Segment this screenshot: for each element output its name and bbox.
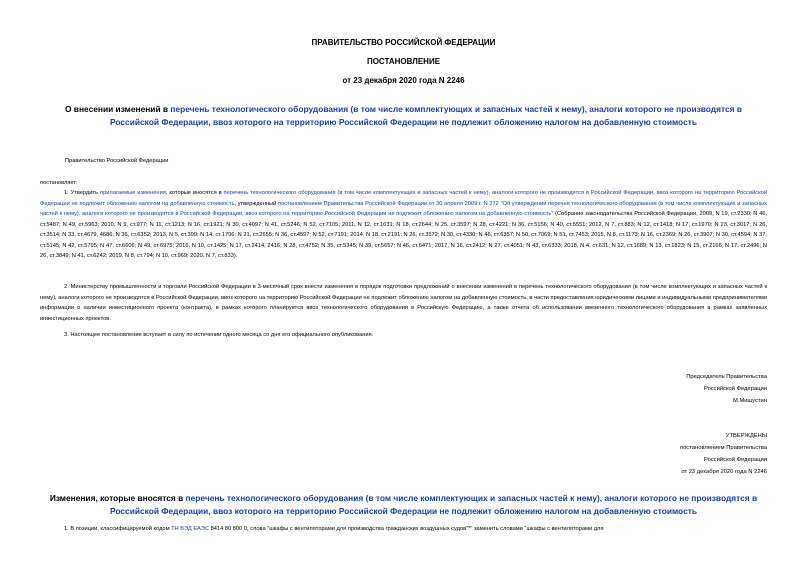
attached-changes-link[interactable]: прилагаемые изменения	[100, 190, 166, 196]
approval-by: постановлением Правительства	[679, 445, 767, 451]
document-title	[40, 103, 767, 129]
paragraph-1-mid1: , которые вносятся в	[165, 190, 224, 196]
paragraph-3: 3. Настоящее постановление вступает в силу по истечении одного месяца со дня его официального опубликования.	[64, 332, 374, 338]
document-type: ПОСТАНОВЛЕНИЕ	[366, 57, 441, 66]
paragraph-1	[40, 188, 767, 262]
equipment-list-link-2[interactable]: перечень технологического оборудования (в том числе комплектующих и запасных частей к нему), аналоги которого не производятся в Российской Федерации, ввоз которого на территорию Российской Федерации не подлежит обложению налогом на добавленную стоимость	[40, 190, 767, 207]
paragraph-1-mid2: , утвержденный	[234, 200, 278, 207]
change-item-1-prefix: 1. В позиции, классифицируемой кодом	[64, 526, 172, 532]
change-item-1-rest: 8414 80 800 0, слова "шкафы с вентиляторами для производства гражданских воздушных судов"*" заменить словами "шкафы с вентиляторами для	[209, 526, 604, 532]
signature-position: Председатель Правительства	[686, 374, 767, 380]
equipment-list-link-3[interactable]: перечень технологического оборудования (в том числе комплектующих и запасных частей к нему), аналоги которого не производятся в Российской Федерации, ввоз которого на территорию Российской Федерации не подлежит обложению налогом на добавленную стоимость	[110, 493, 758, 516]
approval-block	[680, 430, 767, 478]
document-date-number: от 23 декабря 2020 года N 2246	[342, 76, 465, 85]
document-title-prefix: О внесении изменений в	[64, 104, 171, 114]
approval-date-number: от 23 декабря 2020 года N 2246	[681, 469, 767, 475]
signature-block	[686, 371, 767, 407]
paragraph-1-prefix: 1. Утвердить	[64, 190, 101, 196]
decree-word: постановляет:	[40, 180, 78, 186]
approval-word: УТВЕРЖДЕНЫ	[725, 433, 767, 439]
changes-title	[40, 492, 767, 518]
resolution-372-link[interactable]: постановлением Правительства Российской Федерации от 30 апреля 2009 г. N 372 "Об утверждении перечня технологического оборудования (в том числе комплектующих и запасных частей к нему), аналоги которого не производятся в Российской Федерации, ввоз которого на территорию Российской Федерации не подлежит обложению налогом на добавленную стоимость"	[40, 200, 767, 217]
signature-name: М.Мишустин	[733, 398, 767, 404]
equipment-list-link[interactable]: перечень технологического оборудования (в том числе комплектующих и запасных частей к нему), аналоги которого не производятся в Российской Федерации, ввоз которого на территорию Российской Федерации не подлежит обложению налогом на добавленную стоимость	[110, 104, 743, 127]
changes-title-prefix: Изменения, которые вносятся в	[49, 493, 186, 503]
change-item-1	[40, 524, 767, 535]
approval-country: Российской Федерации	[703, 457, 767, 463]
signature-country: Российской Федерации	[703, 386, 767, 392]
paragraph-1-citations: (Собрание законодательства Российской Федерации, 2009, N 19, ст.2330; N 46, ст.5487; N 49, ст.5963; 2010, N 9, ст.977; N 11, ст.1213; N 16, ст.1921; N 30, ст.4097; N 41, ст.5246; N 52, ст.7105; 2011, N 12, ст.1631; N 18, ст.2644; N 25, ст.3597; N 28, ст.4221; N 36, ст.5156; N 40, ст.5551; 2012, N 7, ст.883; N 12, ст.1418; N 17, ст.1970; N 23, ст.3017; N 26, ст.3514; N 33, ст.4679, 4686; N 36, ст.6352; 2013, N 5, ст.399; N 14, ст.1706; N 21, ст.2655; N 36, ст.4597; N 52, ст.7191; 2014, N 18, ст.2191; N 26, ст.3572; N 30, ст.4330; N 46, ст.6357; N 50, ст.7069; N 51, ст.7453; 2015, N 8, ст.1173; N 16, ст.2369; N 26, ст.3907; N 30, ст.4594; N 37, ст.5145; N 42, ст.5795; N 47, ст.6606; N 49, ст.6975; 2016, N 10, ст.1425; N 17, ст.2414, 2416; N 28, ст.4752; N 35, ст.5345; N 39, ст.5657; N 46, ст.6471; 2017, N 16, ст.2412; N 27, ст.4051; N 43, ст.6333; 2018, N 4, ст.631; N 12, ст.1689; N 13, ст.1823; N 15, ст.2166; N 17, ст.2496; N 26, ст.3849; N 41, ст.6242; 2019, N 8, ст.794; N 10, ст.969; 2020, N 7, ст.833).	[40, 211, 767, 259]
issuing-authority: Правительство Российской Федерации	[65, 158, 169, 164]
tn-ved-link[interactable]: ТН ВЭД ЕАЭС	[171, 526, 210, 532]
paragraph-2: 2. Министерству промышленности и торговли Российской Федерации в 3-месячный срок внести изменения в порядок подготовки предложений о внесении изменений в перечень технологического оборудования (в том числе комплектующих и запасных частей к нему), аналоги которого не производятся в Российской Федерации, ввоз которого на территорию Российской Федерации не подлежит обложению налогом на добавленную стоимость, в части предоставления юридическими лицами и индивидуальными предпринимателями информации о наличии инвестиционного проекта (контракта), в рамках которого планируется ввоз технологического оборудования в Российскую Федерацию, а также отчета об использовании ввезенного технологического оборудования в рамках заявленных инвестиционных проектов.	[40, 284, 767, 322]
government-heading: ПРАВИТЕЛЬСТВО РОССИЙСКОЙ ФЕДЕРАЦИИ	[311, 38, 496, 47]
